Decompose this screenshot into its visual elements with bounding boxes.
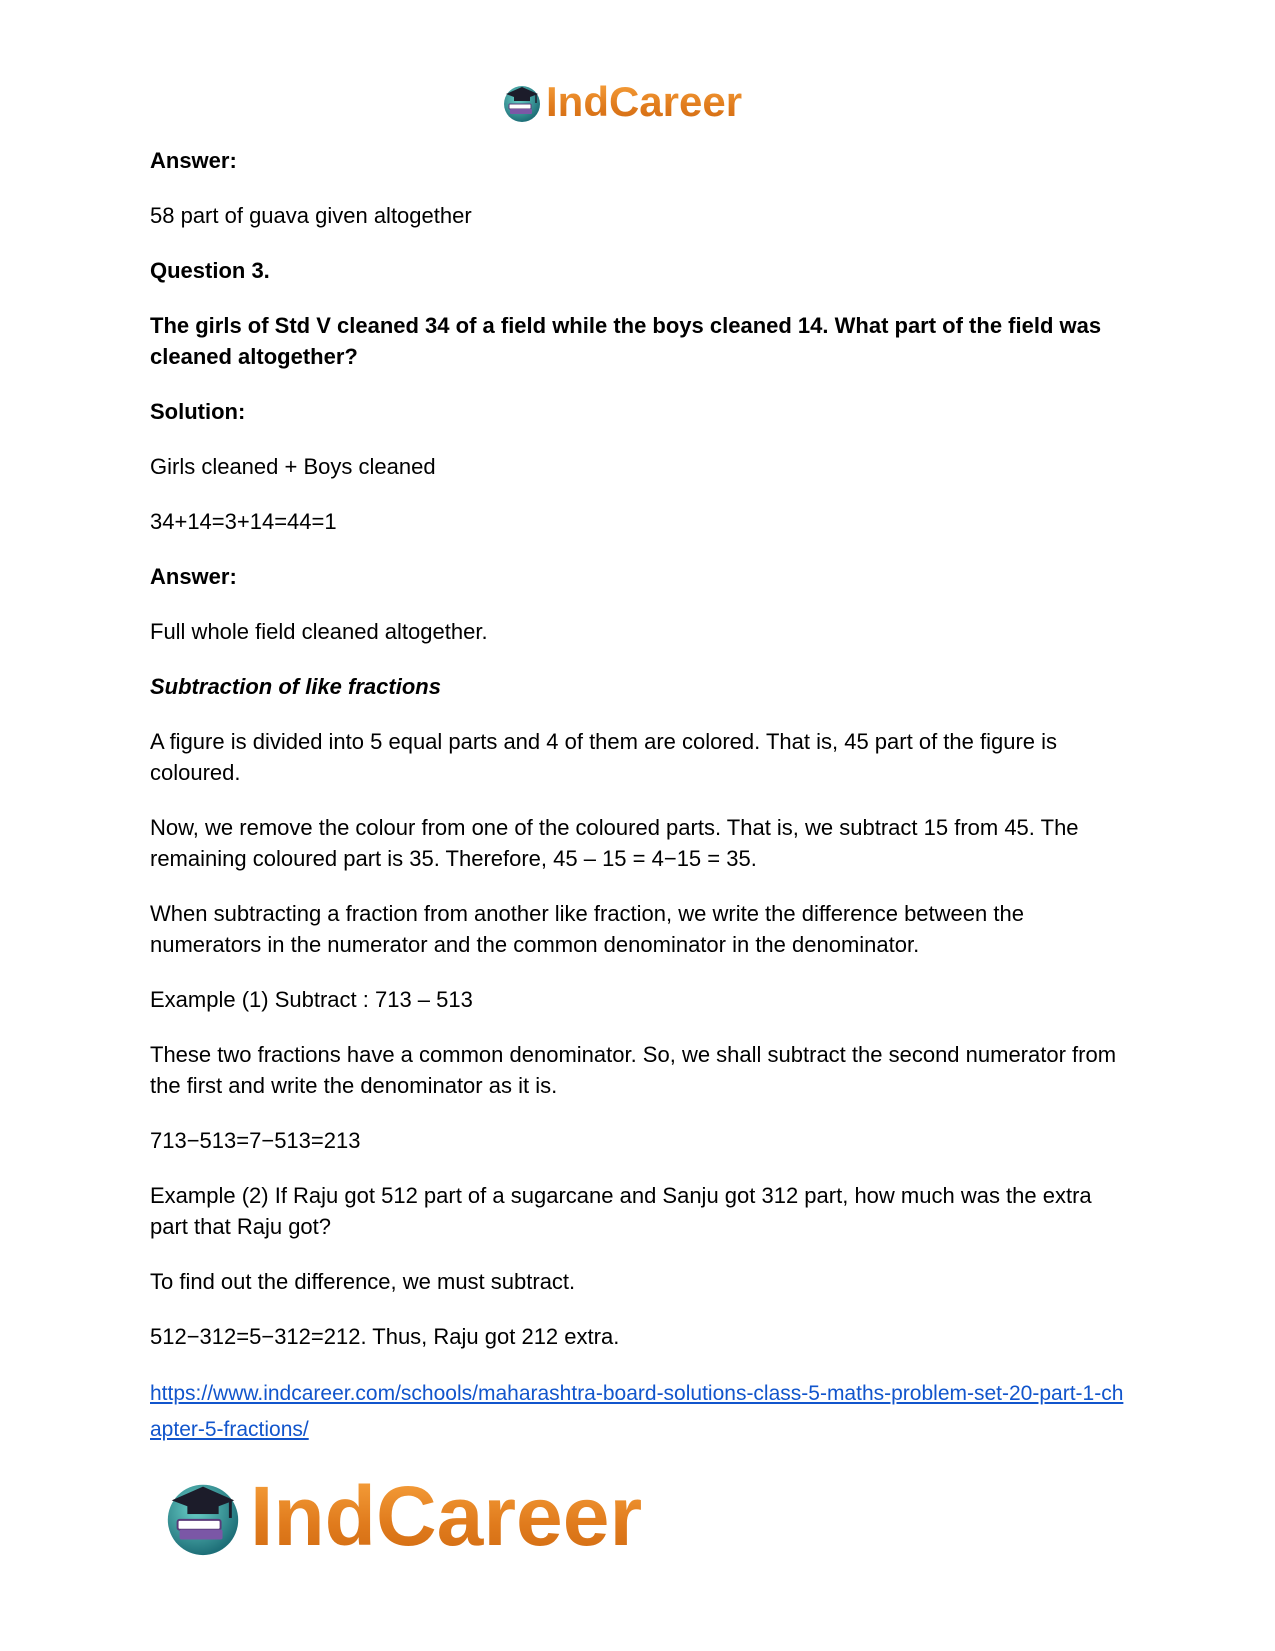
document-body [150,145,1130,1448]
example-heading: Example (2) If Raju got 512 part of a sugarcane and Sanju got 312 part, how much was the extra part that Raju got? [150,1183,1092,1239]
body-paragraph: A figure is divided into 5 equal parts and 4 of them are colored. That is, 45 part of the figure is coloured. [150,729,1058,785]
solution-label: Solution: [150,399,246,424]
answer-label: Answer: [150,564,237,589]
graduation-cap-book-globe-icon [500,80,544,124]
question-label: Question 3. [150,258,270,283]
graduation-cap-book-globe-icon [160,1473,246,1559]
source-link[interactable]: https://www.indcareer.com/schools/maharashtra-board-solutions-class-5-maths-problem-set-20-part-1-chapter-5-fractions/ [150,1382,1124,1441]
answer-text: 58 part of guava given altogether [150,203,472,228]
footer-logo [160,1468,642,1564]
example-heading: Example (1) Subtract : 713 – 513 [150,987,473,1012]
answer-label: Answer: [150,148,237,173]
body-paragraph: To find out the difference, we must subtract. [150,1269,576,1294]
solution-line: Girls cleaned + Boys cleaned [150,454,436,479]
solution-equation: 34+14=3+14=44=1 [150,509,337,534]
body-paragraph: When subtracting a fraction from another like fraction, we write the difference between the numerators in the numerator and the common denominator in the denominator. [150,901,1024,957]
question-text: The girls of Std V cleaned 34 of a field while the boys cleaned 14. What part of the field was cleaned altogether? [150,313,1102,369]
brand-wordmark: IndCareer [250,1469,643,1563]
body-paragraph: Now, we remove the colour from one of the coloured parts. That is, we subtract 15 from 45. The remaining coloured part is 35. Therefore, 45 – 15 = 4−15 = 35. [150,815,1079,871]
equation: 713−513=7−513=213 [150,1128,361,1153]
header-logo [500,78,742,126]
body-paragraph: These two fractions have a common denominator. So, we shall subtract the second numerator from the first and write the denominator as it is. [150,1042,1117,1098]
equation: 512−312=5−312=212. Thus, Raju got 212 extra. [150,1324,620,1349]
brand-wordmark: IndCareer [546,78,743,125]
answer-text: Full whole field cleaned altogether. [150,619,488,644]
section-heading: Subtraction of like fractions [150,674,441,699]
